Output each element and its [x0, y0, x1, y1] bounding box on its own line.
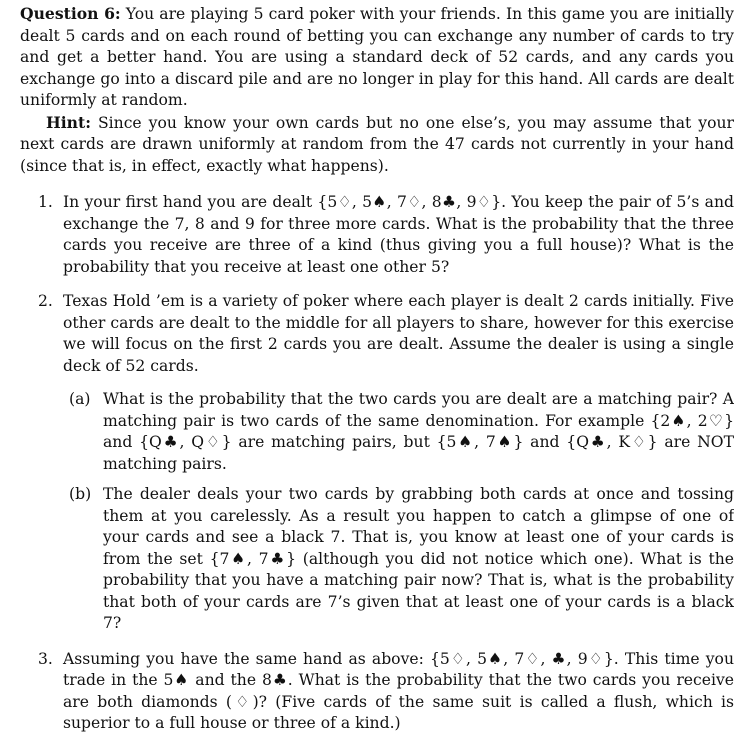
hint-paragraph: [20, 112, 734, 178]
item-text: Assuming you have the same hand as above: {5♢, 5♠, 7♢, ♣, 9♢}. This time you trade in the 5♠ and the 8♣. What is the probability that the two cards you receive are both diamonds (♢)? (Five cards of the same suit is called a flush, which is superior to a full house or three of a kind.): [63, 649, 734, 732]
hint-text: Since you know your own cards but no one else’s, you may assume that your next cards are drawn uniformly at random from the 47 cards not currently in your hand (since that is, in effect, exactly what happens).: [20, 113, 734, 175]
hint-label: Hint:: [46, 112, 91, 132]
subitem-label: (b): [69, 485, 92, 503]
problem-list: [20, 192, 734, 735]
problem-item-3: [20, 649, 734, 735]
item-number: 2.: [38, 292, 53, 310]
item-text: Texas Hold ’em is a variety of poker where each player is dealt 2 cards initially. Five other cards are dealt to the middle for all players to share, however for this exercise we will focus on the first 2 cards you are dealt. Assume the dealer is using a single deck of 52 cards.: [63, 292, 734, 375]
subitem-text: The dealer deals your two cards by grabbing both cards at once and tossing them at you carelessly. As a result you happen to catch a glimpse of one of your cards and see a black 7. That is, you know at least one of your cards is from the set {7♠, 7♣} (although you did not notice which one). What is the probability that you have a matching pair now? That is, what is the probability that both of your cards are 7’s given that at least one of your cards is a black 7?: [103, 485, 734, 632]
question-label: Question 6:: [20, 4, 121, 23]
subitem-label: (a): [69, 390, 91, 408]
item-number: 3.: [38, 649, 53, 668]
subproblem-item-a: [63, 389, 734, 475]
item-text: In your first hand you are dealt {5♢, 5♠, 7♢, 8♣, 9♢}. You keep the pair of 5’s and exchange the 7, 8 and 9 for three more cards. What is the probability that the three cards you receive are three of a kind (thus giving you a full house)? What is the probability that you receive at least one other 5?: [63, 193, 734, 276]
subitem-text: What is the probability that the two cards you are dealt are a matching pair? A matching pair is two cards of the same denomination. For example {2♠, 2♡} and {Q♣, Q♢} are matching pairs, but {5♠, 7♠} and {Q♣, K♢} are NOT matching pairs.: [103, 390, 734, 473]
question-intro: [20, 3, 734, 112]
item-number: 1.: [38, 193, 53, 211]
subproblem-list: [63, 389, 734, 635]
problem-item-1: [20, 192, 734, 278]
question-text: You are playing 5 card poker with your friends. In this game you are initially dealt 5 cards and on each round of betting you can exchange any number of cards to try and get a better hand. You are using a standard deck of 52 cards, and any cards you exchange go into a discard pile and are no longer in play for this hand. All cards are dealt uniformly at random.: [20, 5, 734, 109]
problem-item-2: [20, 291, 734, 635]
subproblem-item-b: [63, 484, 734, 635]
